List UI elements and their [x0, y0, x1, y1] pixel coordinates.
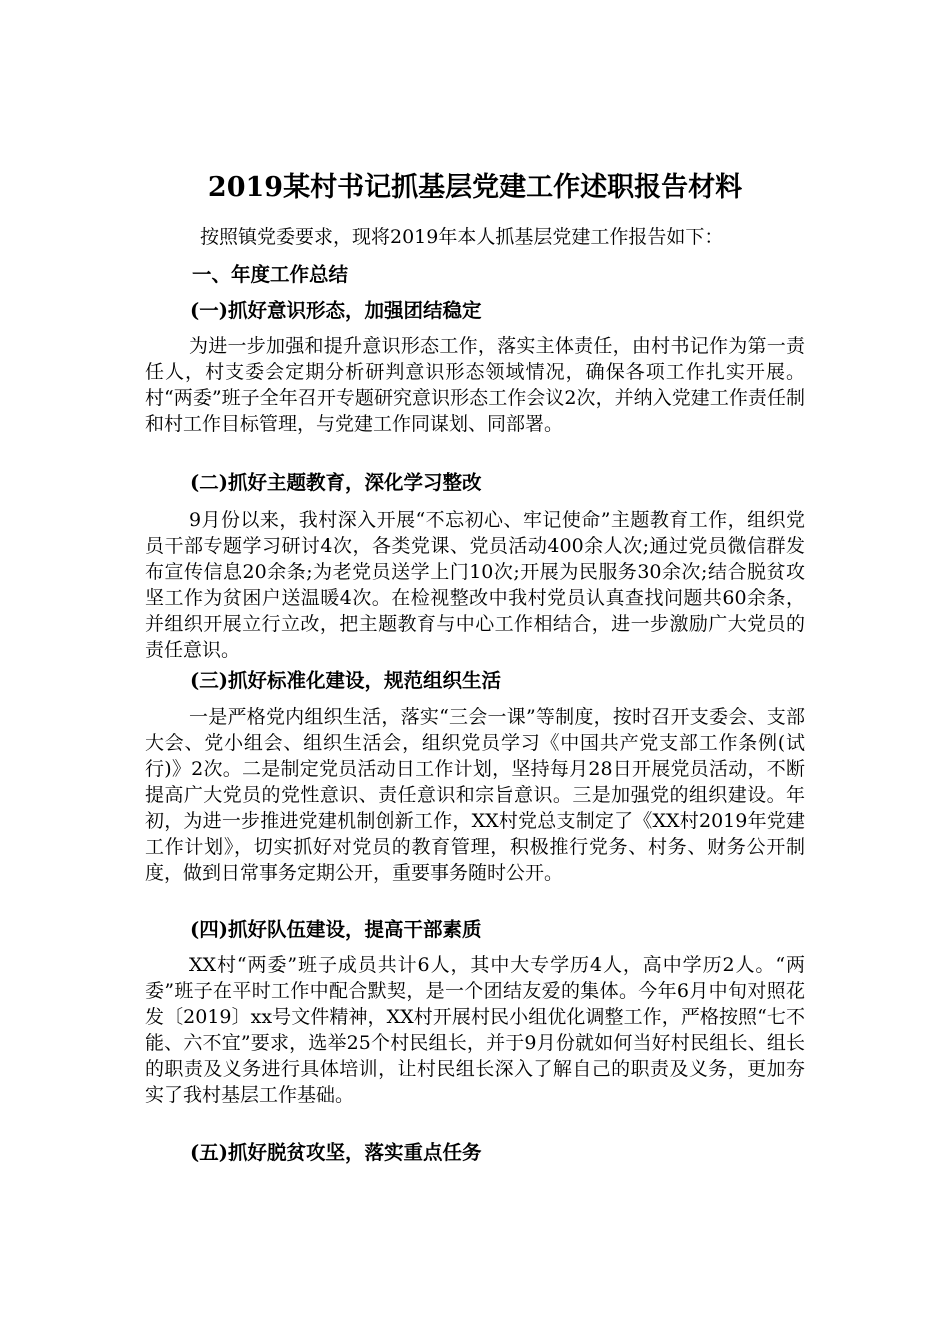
subsection-heading-4: (四)抓好队伍建设，提高干部素质 [190, 918, 482, 941]
subsection-heading-3: (三)抓好标准化建设，规范组织生活 [190, 669, 501, 692]
subsection-heading-5: (五)抓好脱贫攻坚，落实重点任务 [190, 1141, 482, 1164]
subsection-heading-1: (一)抓好意识形态，加强团结稳定 [190, 299, 482, 322]
subsection-heading-2: (二)抓好主题教育，深化学习整改 [190, 471, 482, 494]
subsection-body-1: 为进一步加强和提升意识形态工作，落实主体责任，由村书记作为第一责任人，村支委会定期分析研判意识形态领域情况，确保各项工作扎实开展。村“两委”班子全年召开专题研究意识形态工作会议2次，并纳入党建工作责任制和村工作目标管理，与党建工作同谋划、同部署。 [145, 335, 805, 435]
intro-paragraph: 按照镇党委要求，现将2019年本人抓基层党建工作报告如下： [200, 226, 724, 248]
subsection-body-4: XX村“两委”班子成员共计6人，其中大专学历4人，高中学历2人。“两委”班子在平时工作中配合默契，是一个团结友爱的集体。今年6月中旬对照花发〔2019〕xx号文件精神，XX村开展村民小组优化调整工作，严格按照“七不能、六不宜”要求，选举25个村民组长，并于9月份就如何当好村民组长、组长的职责及义务进行具体培训，让村民组长深入了解自己的职责及义务，更加夯实了我村基层工作基础。 [145, 954, 805, 1106]
subsection-body-2: 9月份以来，我村深入开展“不忘初心、牢记使命”主题教育工作，组织党员干部专题学习研讨4次，各类党课、党员活动400余人次;通过党员微信群发布宣传信息20余条;为老党员送学上门10次;开展为民服务30余次;结合脱贫攻坚工作为贫困户送温暖4次。在检视整改中我村党员认真查找问题共60余条，并组织开展立行立改，把主题教育与中心工作相结合，进一步激励广大党员的责任意识。 [145, 509, 805, 661]
subsection-body-3: 一是严格党内组织生活，落实“三会一课”等制度，按时召开支委会、支部大会、党小组会、组织生活会，组织党员学习《中国共产党支部工作条例(试行)》2次。二是制定党员活动日工作计划，坚持每月28日开展党员活动，不断提高广大党员的党性意识、责任意识和宗旨意识。三是加强党的组织建设。年初，为进一步推进党建机制创新工作，XX村党总支制定了《XX村2019年党建工作计划》，切实抓好对党员的教育管理，积极推行党务、村务、财务公开制度，做到日常事务定期公开，重要事务随时公开。 [145, 706, 805, 884]
section-heading-annual-summary: 一、年度工作总结 [192, 263, 349, 286]
document-title: 2019某村书记抓基层党建工作述职报告材料 [207, 172, 743, 203]
